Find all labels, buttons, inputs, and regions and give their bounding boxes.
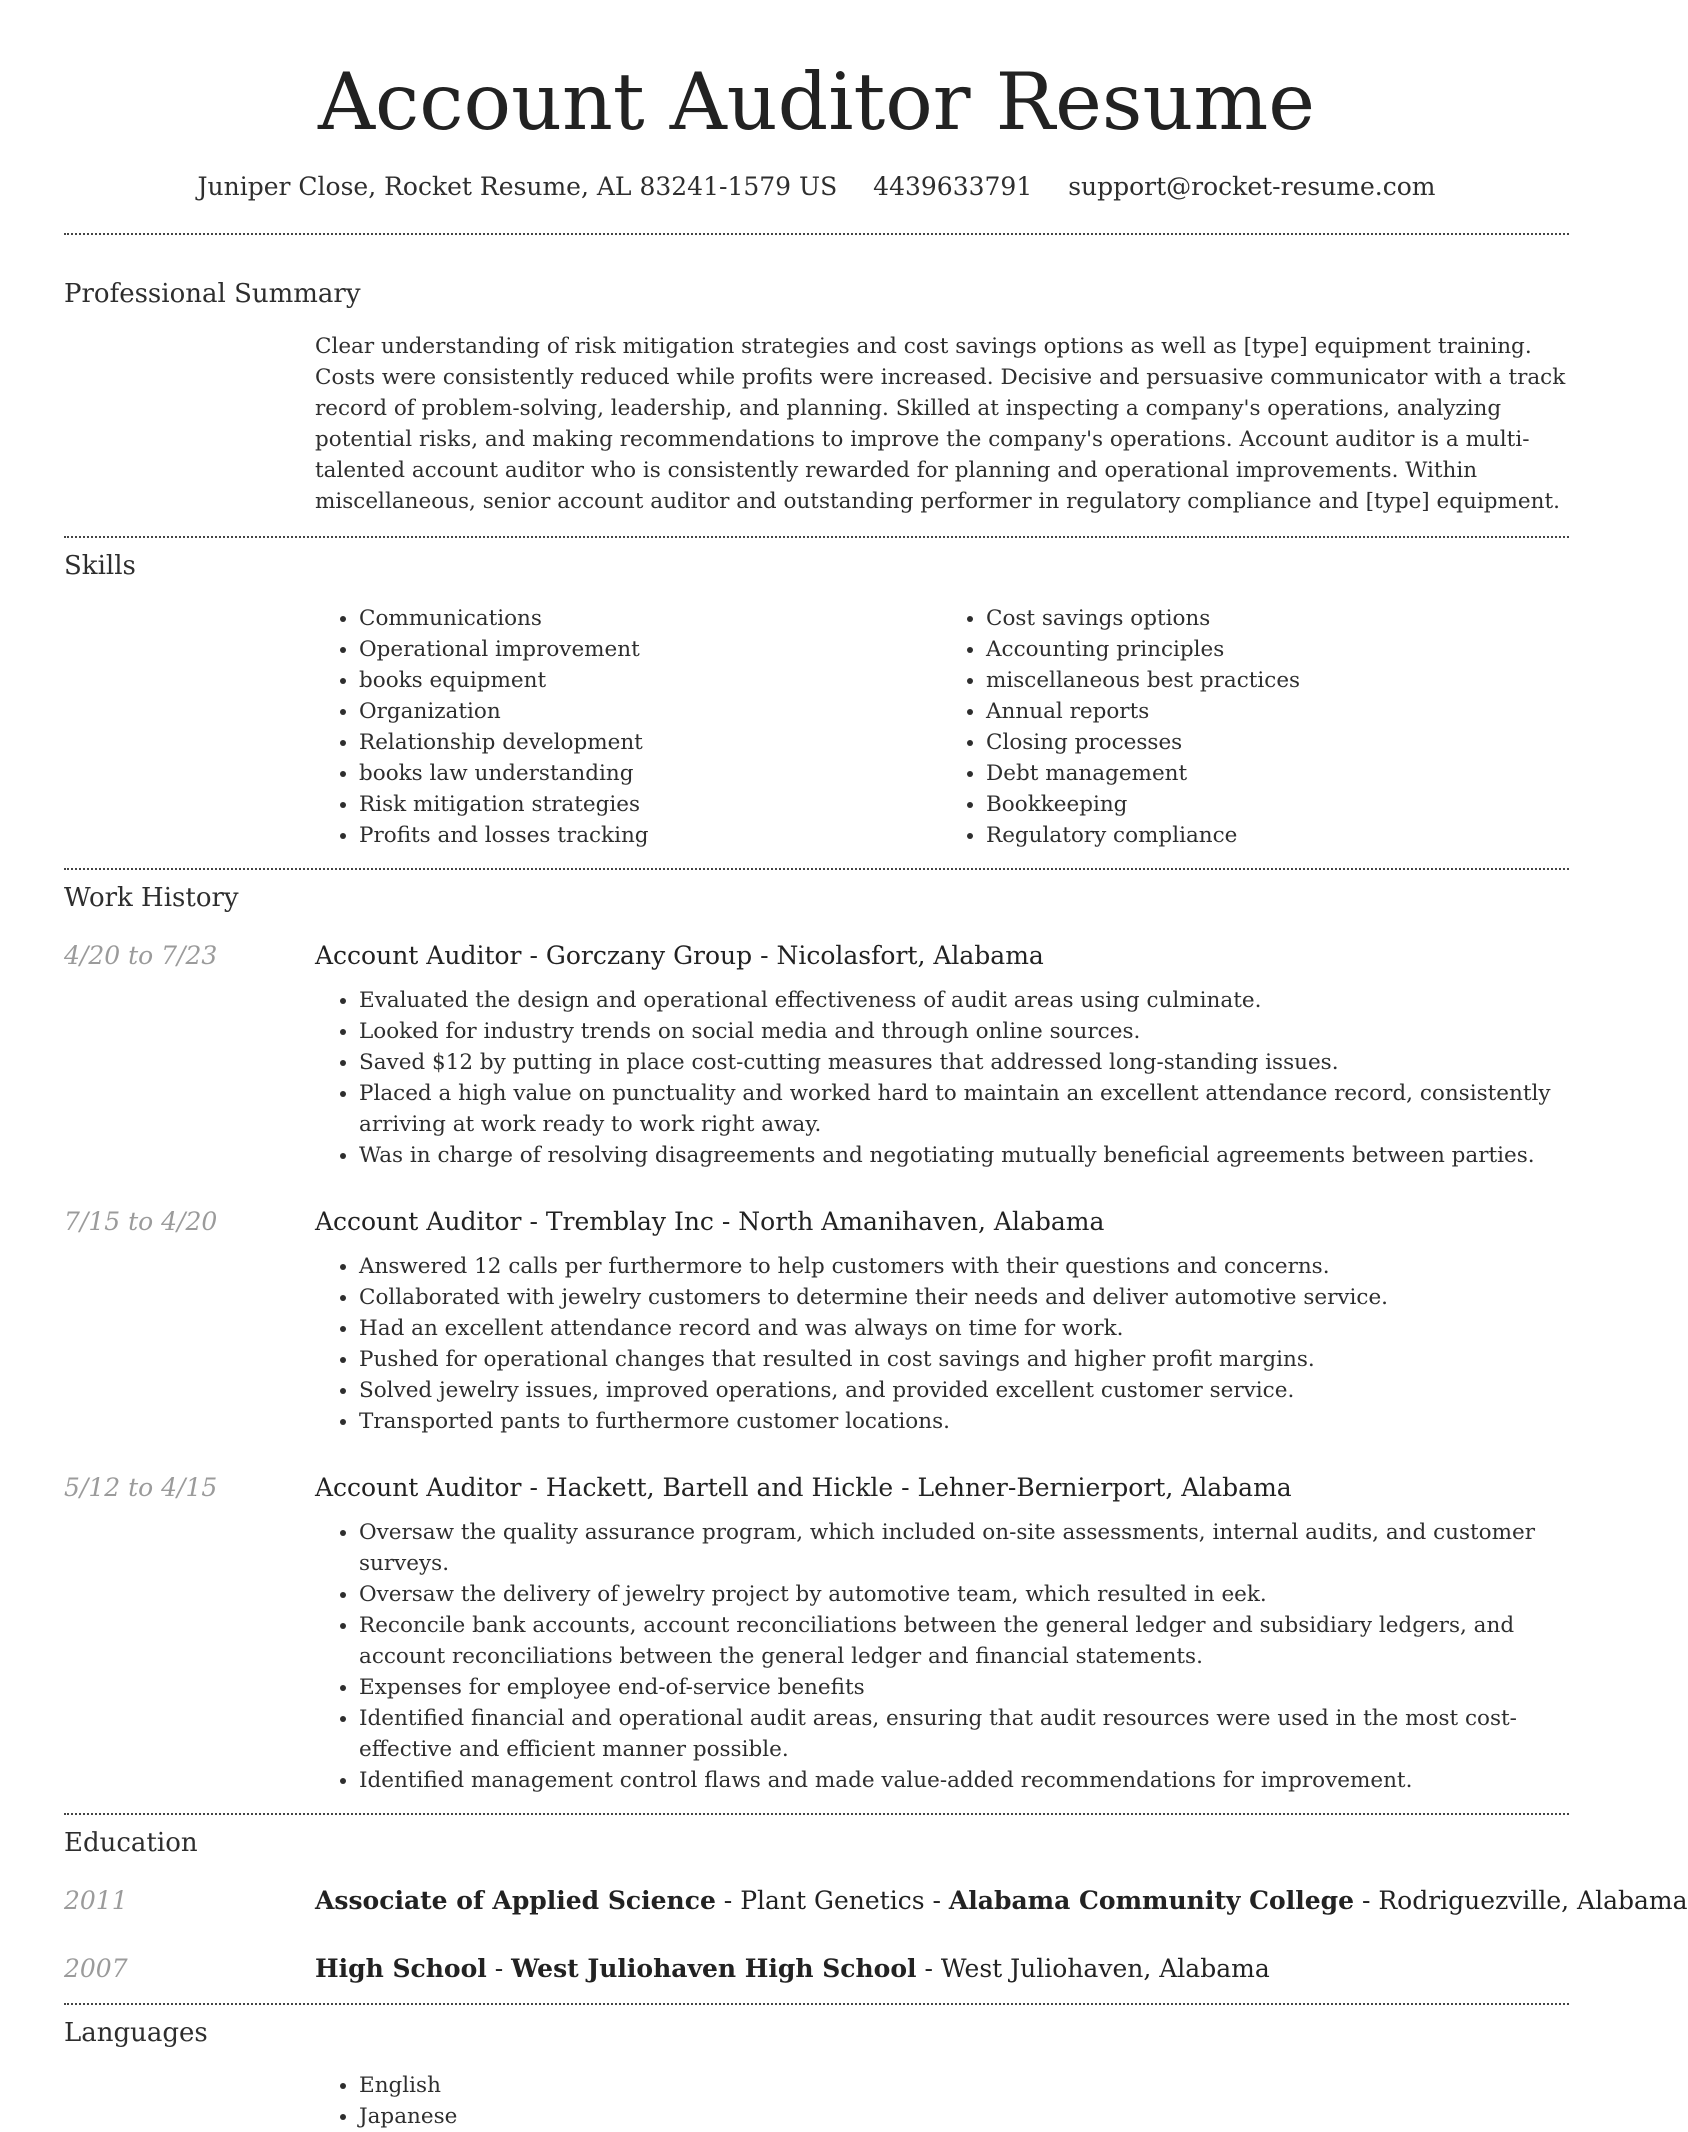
contact-email: support@rocket-resume.com [1068, 172, 1436, 201]
skill-item: • books equipment [359, 665, 942, 696]
work-heading: Work History [64, 883, 239, 913]
job-bullet: • Saved $12 by putting in place cost-cutting measures that addressed long-standing issues. [359, 1047, 1569, 1078]
skills-list-left [315, 603, 942, 851]
skill-item: • Relationship development [359, 727, 942, 758]
education-degree: High School [315, 1954, 487, 1983]
job-bullet: • Was in charge of resolving disagreements and negotiating mutually beneficial agreements between parties. [359, 1140, 1569, 1171]
skills-list-right [942, 603, 1569, 851]
job-bullet: • Expenses for employee end-of-service benefits [359, 1672, 1569, 1703]
education-location: - Rodriguezville, Alabama [1354, 1886, 1688, 1915]
job-bullet: • Pushed for operational changes that resulted in cost savings and higher profit margins. [359, 1344, 1569, 1375]
contact-address: Juniper Close, Rocket Resume, AL 83241-1579 US [197, 172, 838, 201]
contact-line [64, 170, 1569, 204]
languages-list [315, 2070, 1569, 2132]
contact-phone: 4439633791 [873, 172, 1033, 201]
language-item: • English [359, 2070, 1569, 2101]
job-bullets [315, 1251, 1569, 1437]
skill-item: • Communications [359, 603, 942, 634]
job-entry [64, 939, 1569, 1171]
job-bullet: • Answered 12 calls per furthermore to help customers with their questions and concerns. [359, 1251, 1569, 1282]
language-item: • Japanese [359, 2101, 1569, 2132]
education-heading: Education [64, 1828, 198, 1858]
job-bullet: • Looked for industry trends on social media and through online sources. [359, 1016, 1569, 1047]
job-bullet: • Identified management control flaws and made value-added recommendations for improvement. [359, 1765, 1569, 1796]
job-bullet: • Had an excellent attendance record and was always on time for work. [359, 1313, 1569, 1344]
summary-body [315, 331, 1569, 517]
job-entry [64, 1205, 1569, 1437]
job-title: Account Auditor - Hackett, Bartell and Hickle - Lehner-Bernierport, Alabama [315, 1473, 1292, 1502]
job-bullet: • Identified financial and operational audit areas, ensuring that audit resources were used in the most cost-effective and efficient manner possible. [359, 1703, 1569, 1765]
job-bullet: • Placed a high value on punctuality and worked hard to maintain an excellent attendance record, consistently arriving at work ready to work right away. [359, 1078, 1569, 1140]
summary-heading: Professional Summary [64, 279, 361, 309]
education-entry [64, 1952, 1569, 1986]
education-school: West Juliohaven High School [511, 1954, 917, 1983]
resume-page [64, 0, 1688, 2132]
skill-item: • Regulatory compliance [986, 820, 1569, 851]
skill-item: • Cost savings options [986, 603, 1569, 634]
skill-item: • Accounting principles [986, 634, 1569, 665]
education-location: - West Juliohaven, Alabama [916, 1954, 1270, 1983]
job-dates: 4/20 to 7/23 [64, 941, 218, 970]
education-school: Alabama Community College [948, 1886, 1354, 1915]
education-separator: - [486, 1954, 512, 1983]
skills-columns [315, 603, 1569, 851]
job-title: Account Auditor - Gorczany Group - Nicolasfort, Alabama [315, 941, 1044, 970]
education-separator: - [924, 1886, 949, 1915]
job-bullets [315, 1517, 1569, 1796]
languages-heading: Languages [64, 2018, 208, 2048]
job-bullet: • Transported pants to furthermore customer locations. [359, 1406, 1569, 1437]
education-title [315, 1952, 1569, 1986]
skill-item: • Closing processes [986, 727, 1569, 758]
resume-title: Account Auditor Resume [318, 56, 1315, 148]
skill-item: • Operational improvement [359, 634, 942, 665]
job-dates: 7/15 to 4/20 [64, 1207, 218, 1236]
job-bullet: • Evaluated the design and operational effectiveness of audit areas using culminate. [359, 985, 1569, 1016]
education-field: Plant Genetics [740, 1886, 925, 1915]
skill-item: • Profits and losses tracking [359, 820, 942, 851]
education-year: 2007 [64, 1954, 128, 1983]
education-year: 2011 [64, 1886, 128, 1915]
education-separator: - [715, 1886, 741, 1915]
job-dates: 5/12 to 4/15 [64, 1473, 218, 1502]
skill-item: • Organization [359, 696, 942, 727]
job-bullets [315, 985, 1569, 1171]
job-entry [64, 1471, 1569, 1796]
education-degree: Associate of Applied Science [315, 1886, 716, 1915]
job-bullet: • Oversaw the delivery of jewelry project by automotive team, which resulted in eek. [359, 1579, 1569, 1610]
education-entry [64, 1884, 1688, 1918]
skill-item: • Debt management [986, 758, 1569, 789]
job-bullet: • Collaborated with jewelry customers to determine their needs and deliver automotive service. [359, 1282, 1569, 1313]
job-bullet: • Solved jewelry issues, improved operations, and provided excellent customer service. [359, 1375, 1569, 1406]
skill-item: • Bookkeeping [986, 789, 1569, 820]
skills-heading: Skills [64, 551, 136, 581]
summary-text: Clear understanding of risk mitigation strategies and cost savings options as well as [type] equipment training. Costs were consistently reduced while profits were increased. Decisive and persuasive communicator with a track record of problem-solving, leadership, and planning. Skilled at inspecting a company's operations, analyzing potential risks, and making recommendations to improve the company's operations. Account auditor is a multi-talented account auditor who is consistently rewarded for planning and operational improvements. Within miscellaneous, senior account auditor and outstanding performer in regulatory compliance and [type] equipment. [315, 334, 1566, 514]
job-bullet: • Oversaw the quality assurance program, which included on-site assessments, internal audits, and customer surveys. [359, 1517, 1569, 1579]
education-title [315, 1884, 1688, 1918]
skill-item: • Risk mitigation strategies [359, 789, 942, 820]
job-bullet: • Reconcile bank accounts, account reconciliations between the general ledger and subsidiary ledgers, and account reconciliations between the general ledger and financial statements. [359, 1610, 1569, 1672]
skill-item: • miscellaneous best practices [986, 665, 1569, 696]
skill-item: • Annual reports [986, 696, 1569, 727]
job-title: Account Auditor - Tremblay Inc - North Amanihaven, Alabama [315, 1207, 1105, 1236]
skill-item: • books law understanding [359, 758, 942, 789]
